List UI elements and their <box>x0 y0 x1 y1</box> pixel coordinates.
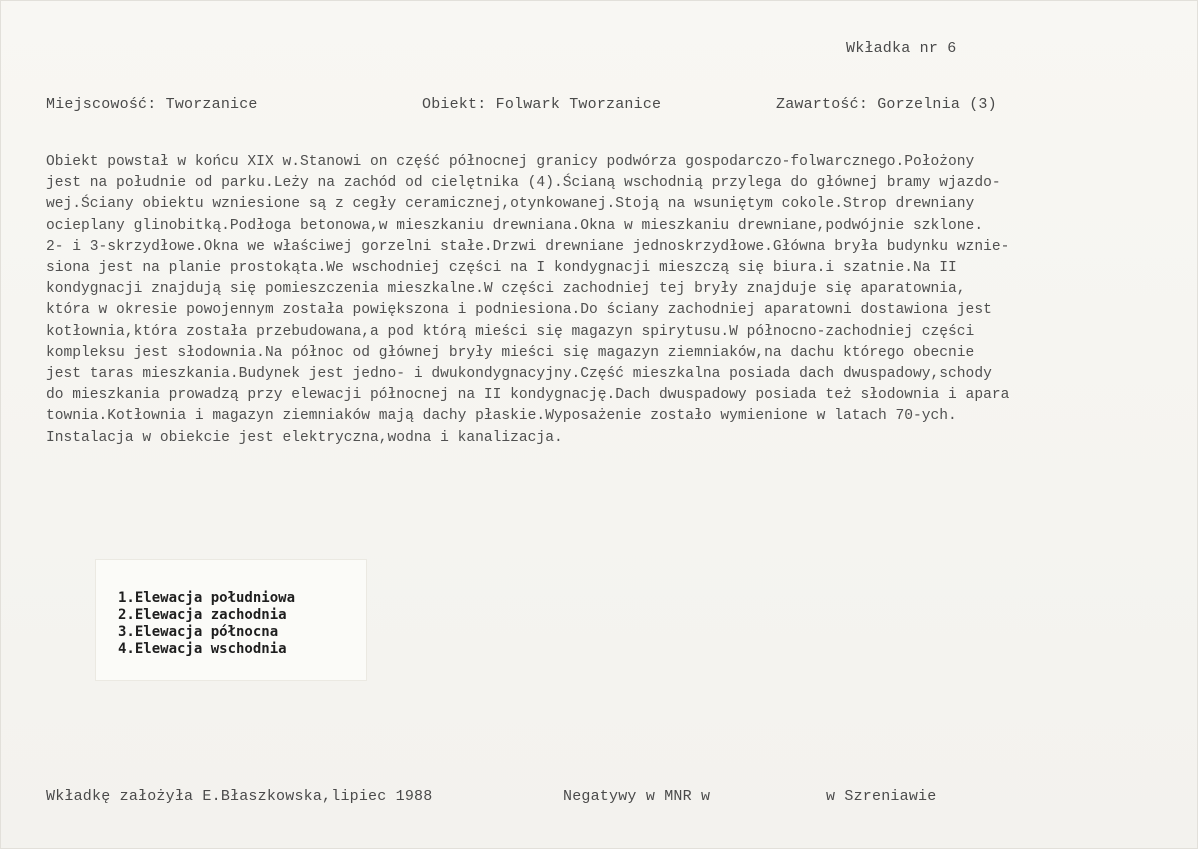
description-line: ocieplany glinobitką.Podłoga betonowa,w mieszkaniu drewniana.Okna w mieszkaniu drewniane,podwójnie szklone. <box>46 217 984 234</box>
description-text <box>46 152 1166 449</box>
photo-list-item: 4.Elewacja wschodnia <box>118 641 287 657</box>
photo-list-label <box>96 560 366 680</box>
description-line: jest taras mieszkania.Budynek jest jedno- i dwukondygnacyjny.Część mieszkalna posiada dach dwuspadowy,schody <box>46 366 992 383</box>
photo-list <box>118 590 295 658</box>
footer-negatives: Negatywy w MNR w <box>563 788 711 805</box>
photo-list-item: 3.Elewacja północna <box>118 624 279 640</box>
description-line: townia.Kotłownia i magazyn ziemniaków mają dachy płaskie.Wyposażenie zostało wymienione w latach 70-ych. <box>46 408 957 425</box>
footer-author: Wkładkę założyła E.Błaszkowska,lipiec 1988 <box>46 788 433 805</box>
place-field: Miejscowość: Tworzanice <box>46 96 258 113</box>
description-line: siona jest na planie prostokąta.We wschodniej części na I kondygnacji mieszczą się biura.i szatnie.Na II <box>46 260 957 277</box>
description-line: kondygnacji znajdują się pomieszczenia mieszkalne.W części zachodniej tej bryły znajduje się aparatownia, <box>46 281 966 298</box>
description-line: jest na południe od parku.Leży na zachód od cielętnika (4).Ścianą wschodnią przylega do głównej bramy wjazdo- <box>46 175 1001 192</box>
description-line: Obiekt powstał w końcu XIX w.Stanowi on część północnej granicy podwórza gospodarczo-folwarcznego.Położony <box>46 154 975 170</box>
description-line: do mieszkania prowadzą przy elewacji północnej na II kondygnację.Dach dwuspadowy posiada też słodownia i apara <box>46 387 1010 404</box>
description-line: kotłownia,która została przebudowana,a pod którą mieści się magazyn spirytusu.W północno-zachodniej części <box>46 323 975 340</box>
footer-location: w Szreniawie <box>826 788 937 805</box>
content-field: Zawartość: Gorzelnia (3) <box>776 96 997 113</box>
description-line: kompleksu jest słodownia.Na północ od głównej bryły mieści się magazyn ziemniaków,na dachu którego obecnie <box>46 344 975 361</box>
photo-list-item: 1.Elewacja południowa <box>118 590 296 606</box>
object-field: Obiekt: Folwark Tworzanice <box>422 96 662 113</box>
tab-number: Wkładka nr 6 <box>846 40 957 57</box>
description-line: 2- i 3-skrzydłowe.Okna we właściwej gorzelni stałe.Drzwi drewniane jednoskrzydłowe.Główna bryła budynku wznie- <box>46 238 1010 255</box>
description-line: która w okresie powojennym została powiększona i podniesiona.Do ściany zachodniej aparatowni dostawiona jest <box>46 302 992 319</box>
description-line: wej.Ściany obiektu wzniesione są z cegły ceramicznej,otynkowanej.Stoją na wsuniętym cokole.Strop drewniany <box>46 196 975 213</box>
photo-list-item: 2.Elewacja zachodnia <box>118 607 287 623</box>
description-line: Instalacja w obiekcie jest elektryczna,wodna i kanalizacja. <box>46 429 563 446</box>
